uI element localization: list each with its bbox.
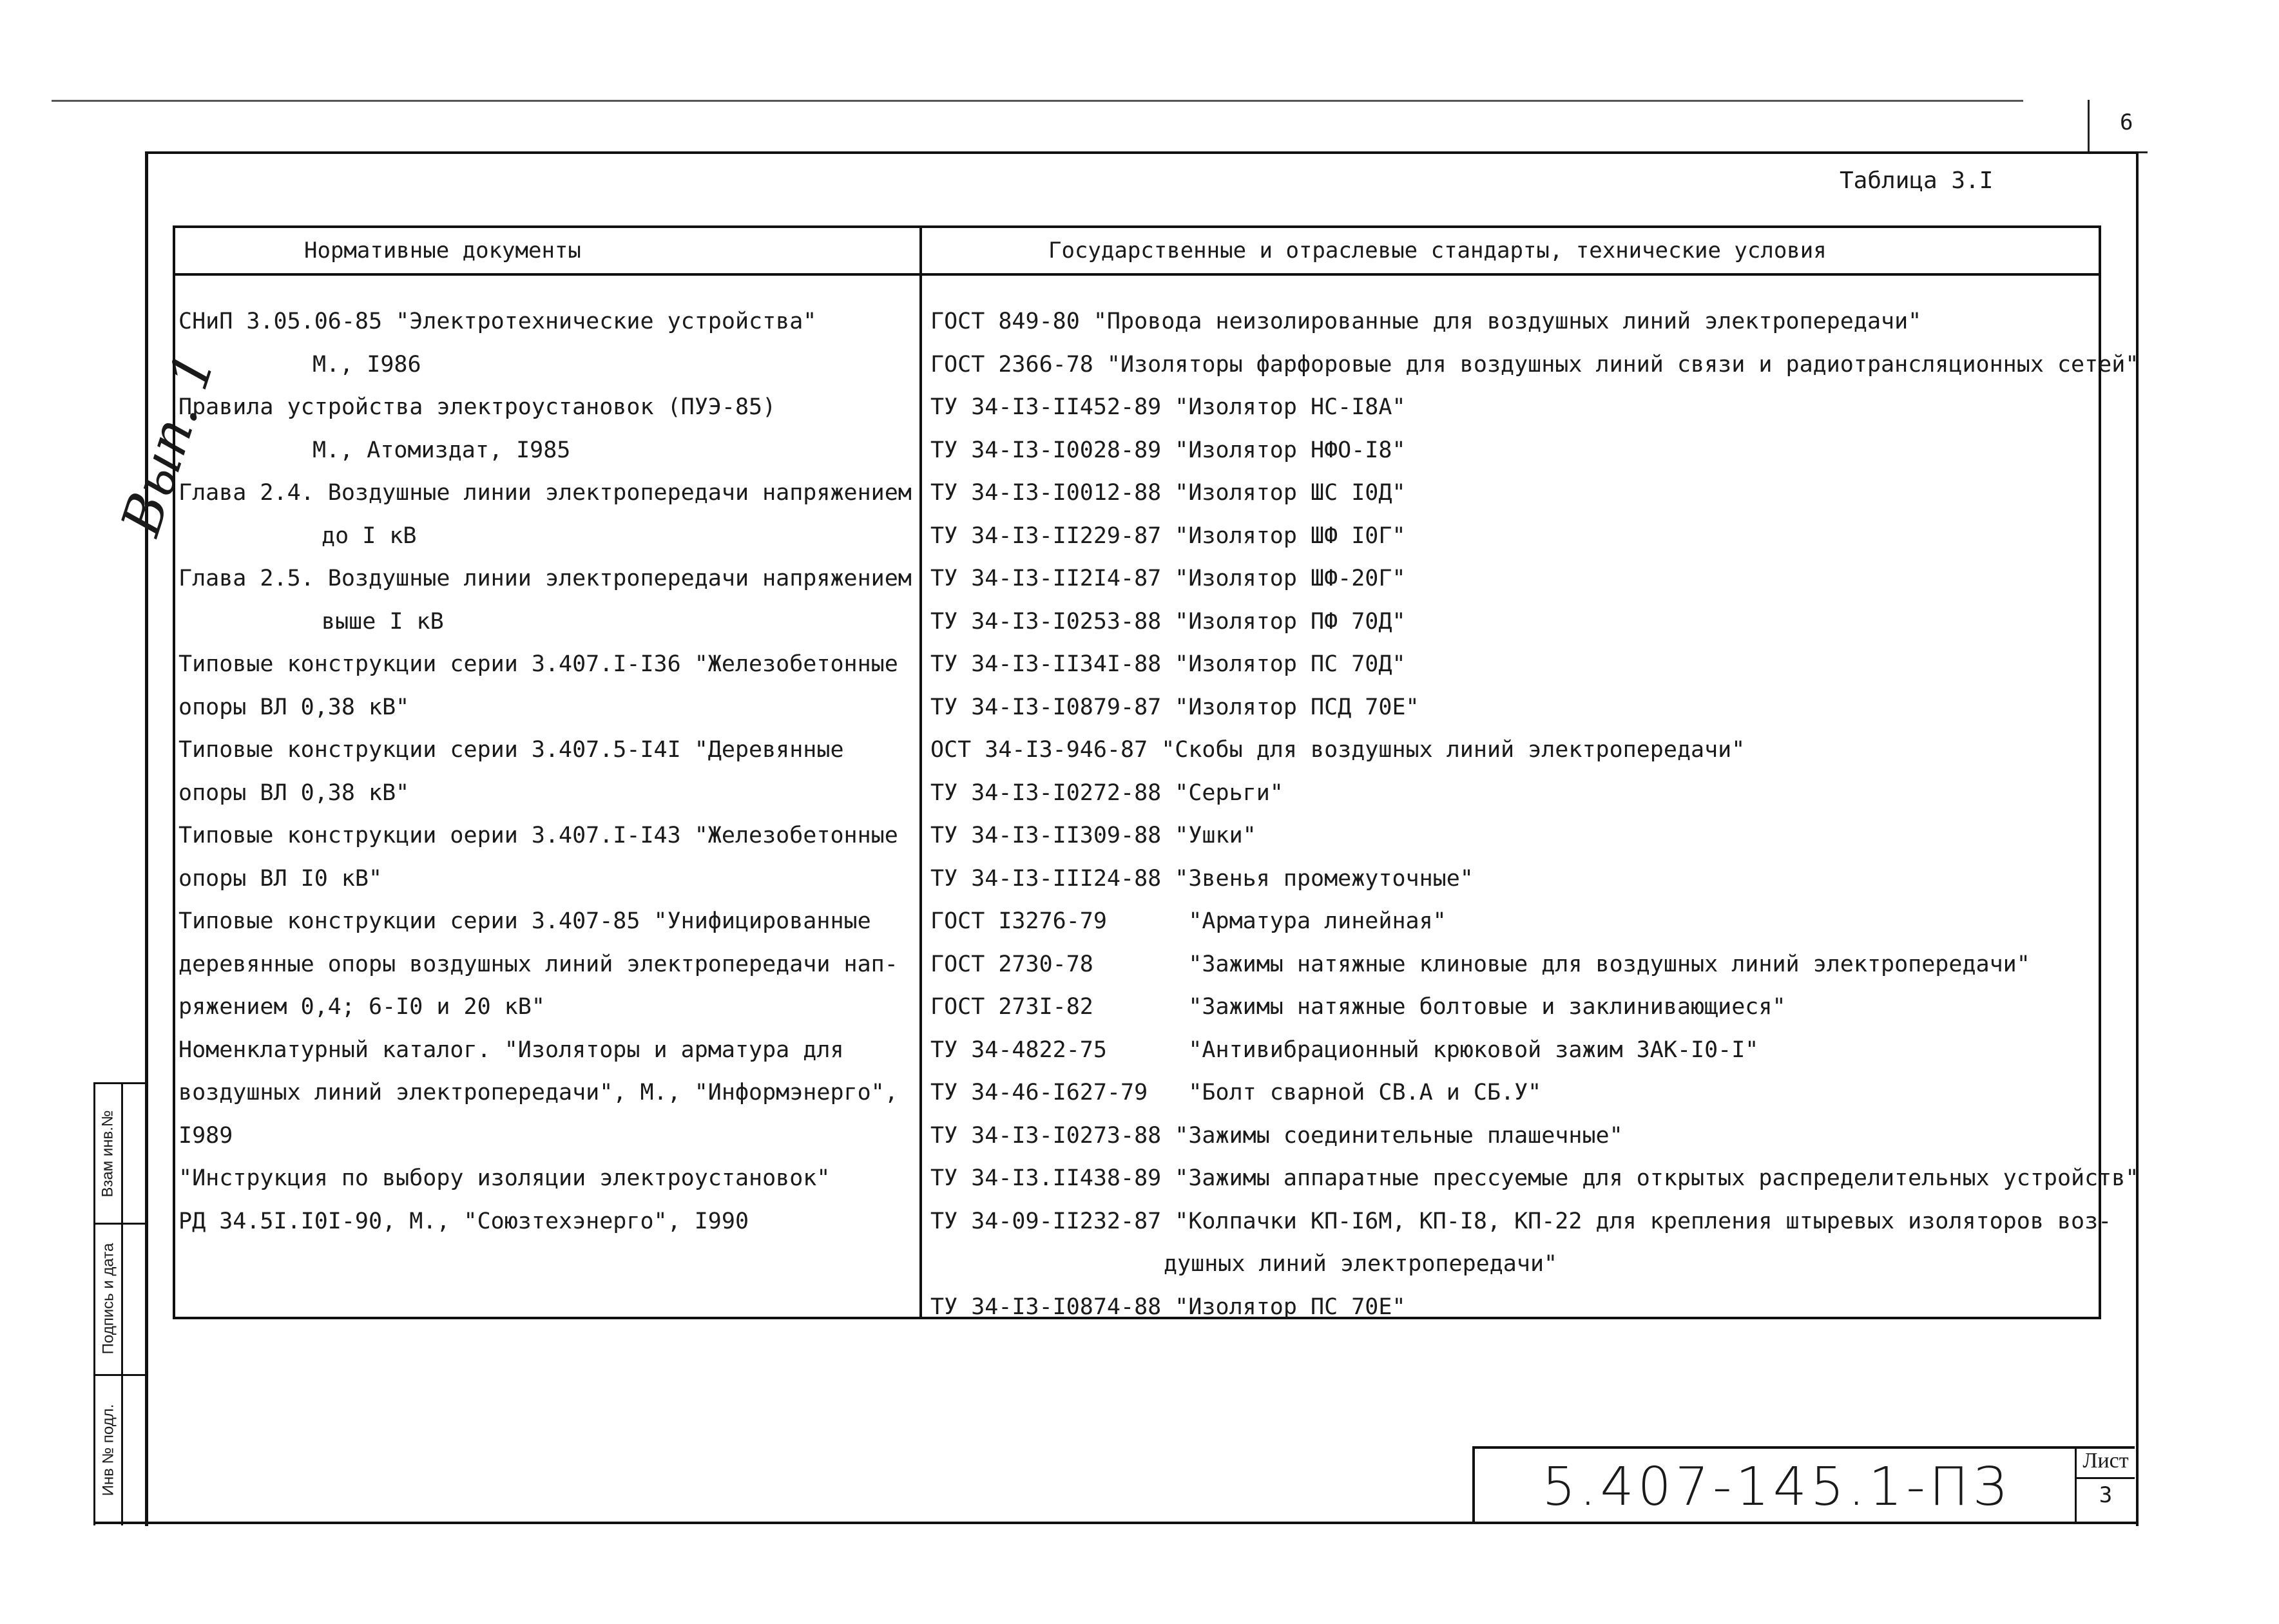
page-number: 6 [2120,110,2133,135]
text-line: ТУ 34-4822-75 "Антивибрационный крюковой зажим ЗАК-I0-I" [930,1036,1759,1063]
text-line: ТУ 34-I3.II438-89 "Зажимы аппаратные прессуемые для открытых распределительных устройств" [930,1165,2139,1191]
text-line: "Инструкция по выбору изоляции электроустановок" [178,1165,831,1191]
text-line: до I кВ [322,522,417,549]
stamp-cell-replacement [95,1084,121,1223]
standards-column [930,300,2139,1328]
stamp-text-inventory: Инв № подл. [99,1404,117,1496]
table-title: Таблица 3.I [1840,167,1994,194]
document-number: 5.407-145.1-ПЗ [1542,1457,2010,1518]
top-rule [52,100,2023,102]
text-line: ТУ 34-I3-II2I4-87 "Изолятор ШФ-20Г" [930,566,1406,591]
stamp-cell-signature [95,1223,121,1374]
text-line: ГОСТ I3276-79 "Арматура линейная" [930,908,1447,934]
text-line: ГОСТ 2366-78 "Изоляторы фарфоровые для воздушных линий связи и радиотрансляционных сетей" [930,351,2139,377]
sheet-box [2075,1446,2135,1524]
text-line: РД 34.5I.I0I-90, М., "Союзтехэнерго", I990 [178,1208,749,1234]
text-line: ГОСТ 2730-78 "Зажимы натяжные клиновые для воздушных линий электропередачи" [930,951,2030,977]
text-line: ТУ 34-I3-II309-88 "Ушки" [930,823,1256,848]
text-line: Типовые конструкции оерии 3.407.I-I43 "Железобетонные [178,823,898,848]
stamp-text-replacement: Взам инв.№ [99,1109,117,1198]
text-line: М., I986 [313,351,421,377]
text-line: Типовые конструкции серии 3.407-85 "Унифицированные [178,908,871,934]
title-block [1472,1446,2077,1524]
text-line: ТУ 34-I3-II34I-88 "Изолятор ПС 70Д" [930,651,1406,677]
text-line: Типовые конструкции серии 3.407.I-I36 "Железобетонные [178,651,898,677]
sheet-label: Лист [2077,1449,2135,1479]
text-line: Глава 2.5. Воздушные линии электропередачи напряжением [178,566,912,591]
sheet-number: 3 [2099,1482,2113,1508]
text-line: ГОСТ 849-80 "Провода неизолированные для воздушных линий электропередачи" [930,309,1922,334]
text-line: воздушных линий электропередачи", М., "Информэнерго", [178,1080,898,1105]
text-line: ТУ 34-I3-I0012-88 "Изолятор ШС I0Д" [930,480,1406,506]
text-line: ТУ 34-I3-I0879-87 "Изолятор ПСД 70Е" [930,694,1419,720]
text-line: ТУ 34-I3-II452-89 "Изолятор НС-I8А" [930,394,1406,420]
text-line: М., Атомиздат, I985 [313,437,571,463]
text-line: опоры ВЛ 0,38 кВ" [178,779,410,806]
header-right: Государственные и отраслевые стандарты, технические условия [1048,238,1827,263]
edition-label: Вып. 1 [108,345,227,543]
text-line: Типовые конструкции серии 3.407.5-I4I "Деревянные [178,737,844,763]
column-divider [919,228,922,1317]
text-line: ряжением 0,4; 6-I0 и 20 кВ" [178,994,545,1020]
text-line: опоры ВЛ I0 кВ" [178,865,383,892]
text-line: ТУ 34-I3-I0874-88 "Изолятор ПС 70Е" [930,1294,1406,1320]
text-line: ТУ 34-I3-I0028-89 "Изолятор НФО-I8" [930,437,1406,463]
text-line: выше I кВ [322,608,444,635]
normative-documents-column [178,300,913,1243]
text-line: Номенклатурный каталог. "Изоляторы и арматура для [178,1036,844,1063]
header-left: Нормативные документы [304,238,581,263]
text-line: ОСТ 34-I3-946-87 "Скобы для воздушных линий электропередачи" [930,737,1745,763]
text-line: СНиП 3.05.06-85 "Электротехнические устройства" [178,309,817,334]
text-line: опоры ВЛ 0,38 кВ" [178,694,410,720]
text-line: душных линий электропередачи" [1164,1251,1558,1277]
text-line: ТУ 34-46-I627-79 "Болт сварной СВ.А и СБ.У" [930,1080,1542,1105]
standards-table [173,225,2139,1320]
text-line: I989 [178,1122,233,1149]
text-line: ТУ 34-I3-I0273-88 "Зажимы соединительные плашечные" [930,1122,1623,1149]
text-line: ТУ 34-I3-II229-87 "Изолятор ШФ I0Г" [930,522,1406,549]
page-number-box [2088,100,2148,153]
text-line: ТУ 34-I3-III24-88 "Звенья промежуточные" [930,865,1474,892]
text-line: Правила устройства электроустановок (ПУЭ-85) [178,394,776,420]
stamp-cell-inventory [95,1374,121,1525]
text-line: ТУ 34-I3-I0253-88 "Изолятор ПФ 70Д" [930,608,1406,635]
table-header [175,228,2099,276]
stamp-text-signature: Подпись и дата [99,1243,117,1354]
text-line: ТУ 34-09-II232-87 "Колпачки КП-I6М, КП-I8, КП-22 для крепления штыревых изоляторов воз- [930,1208,2112,1234]
text-line: ГОСТ 273I-82 "Зажимы натяжные болтовые и заклинивающиеся" [930,994,1786,1020]
text-line: деревянные опоры воздушных линий электропередачи нап- [178,951,898,977]
stamp-divider [121,1084,123,1525]
text-line: Глава 2.4. Воздушные линии электропередачи напряжением [178,480,912,506]
side-stamp [93,1082,147,1525]
text-line: ТУ 34-I3-I0272-88 "Серьги" [930,779,1284,806]
